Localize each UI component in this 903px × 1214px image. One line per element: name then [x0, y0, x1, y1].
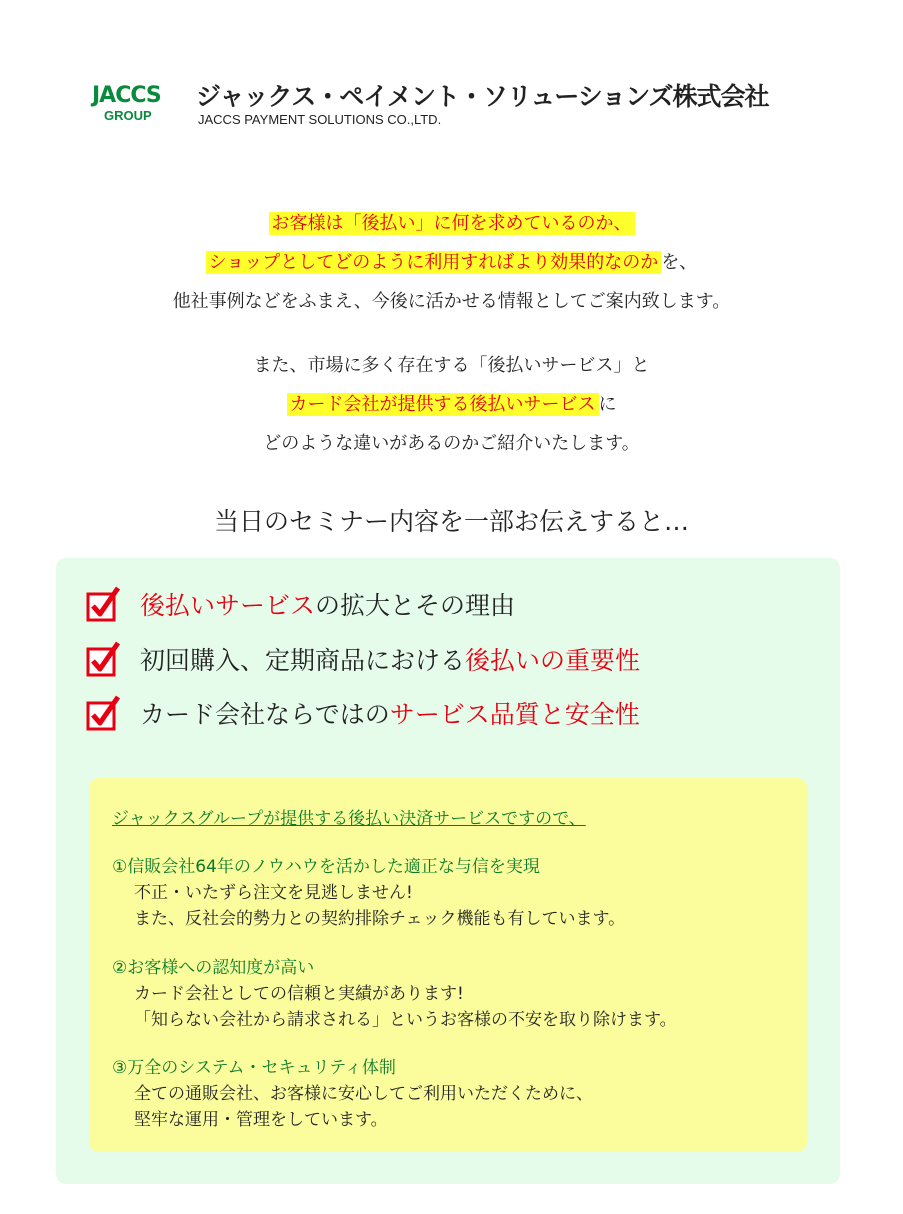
- feature-line: 堅牢な運用・管理をしています。: [134, 1110, 388, 1130]
- intro-paragraph-1: [0, 204, 903, 321]
- logo-text: JACCS: [92, 83, 161, 108]
- checkbox-checked-icon: [86, 586, 122, 622]
- intro1-line1: お客様は「後払い」に何を求めているのか、: [269, 212, 635, 235]
- point-red-text: サービス品質と安全性: [389, 700, 640, 729]
- intro1-line2-highlight: ショップとしてどのように利用すればより効果的なのか: [206, 251, 662, 274]
- seminar-point: [86, 693, 640, 733]
- feature-line: 「知らない会社から請求される」というお客様の不安を取り除けます。: [134, 1010, 677, 1030]
- point-text: カード会社ならではの: [140, 700, 390, 729]
- checkbox-checked-icon: [86, 695, 122, 731]
- company-name-ja: ジャックス・ペイメント・ソリューションズ株式会社: [196, 82, 769, 111]
- feature-item: [112, 854, 625, 932]
- feature-title: ②お客様への認知度が高い: [112, 958, 315, 978]
- teaser-heading: 当日のセミナー内容を一部お伝えすると…: [213, 507, 689, 536]
- feature-title: ③万全のシステム・セキュリティ体制: [112, 1058, 396, 1078]
- intro2-line1: また、市場に多く存在する「後払いサービス」と: [253, 355, 650, 376]
- point-red-text: 後払いの重要性: [465, 646, 641, 675]
- intro2-line3: どのような違いがあるのかご紹介いたします。: [263, 433, 640, 454]
- intro2-line2-rest: に: [598, 394, 617, 415]
- intro1-line3: 他社事例などをふまえ、今後に活かせる情報としてご案内致します。: [172, 291, 731, 312]
- intro1-line2-rest: を、: [661, 252, 698, 273]
- logo-subtext: GROUP: [104, 108, 152, 123]
- jaccs-logo: [92, 84, 182, 124]
- features-intro: ジャックスグループが提供する後払い決済サービスですので、: [112, 809, 586, 829]
- header: [92, 82, 812, 132]
- intro2-line2-highlight: カード会社が提供する後払いサービス: [287, 393, 599, 416]
- feature-line: 全ての通販会社、お客様に安心してご利用いただくために、: [134, 1084, 593, 1104]
- point-red-text: 後払いサービス: [140, 591, 316, 620]
- feature-title: ①信販会社64年のノウハウを活かした適正な与信を実現: [112, 857, 540, 877]
- point-text: 初回購入、定期商品における: [140, 646, 466, 675]
- company-name-en: JACCS PAYMENT SOLUTIONS CO.,LTD.: [198, 112, 442, 127]
- feature-line: カード会社としての信頼と実績があります!: [134, 984, 464, 1004]
- feature-line: 不正・いたずら注文を見逃しません!: [134, 883, 413, 903]
- checkbox-checked-icon: [86, 641, 122, 677]
- feature-item: [112, 1055, 593, 1133]
- seminar-point: [86, 584, 515, 624]
- seminar-point: [86, 639, 640, 679]
- feature-line: また、反社会的勢力との契約排除チェック機能も有しています。: [134, 909, 626, 929]
- intro-paragraph-2: [0, 346, 903, 463]
- point-text: の拡大とその理由: [315, 591, 516, 620]
- feature-item: [112, 955, 677, 1033]
